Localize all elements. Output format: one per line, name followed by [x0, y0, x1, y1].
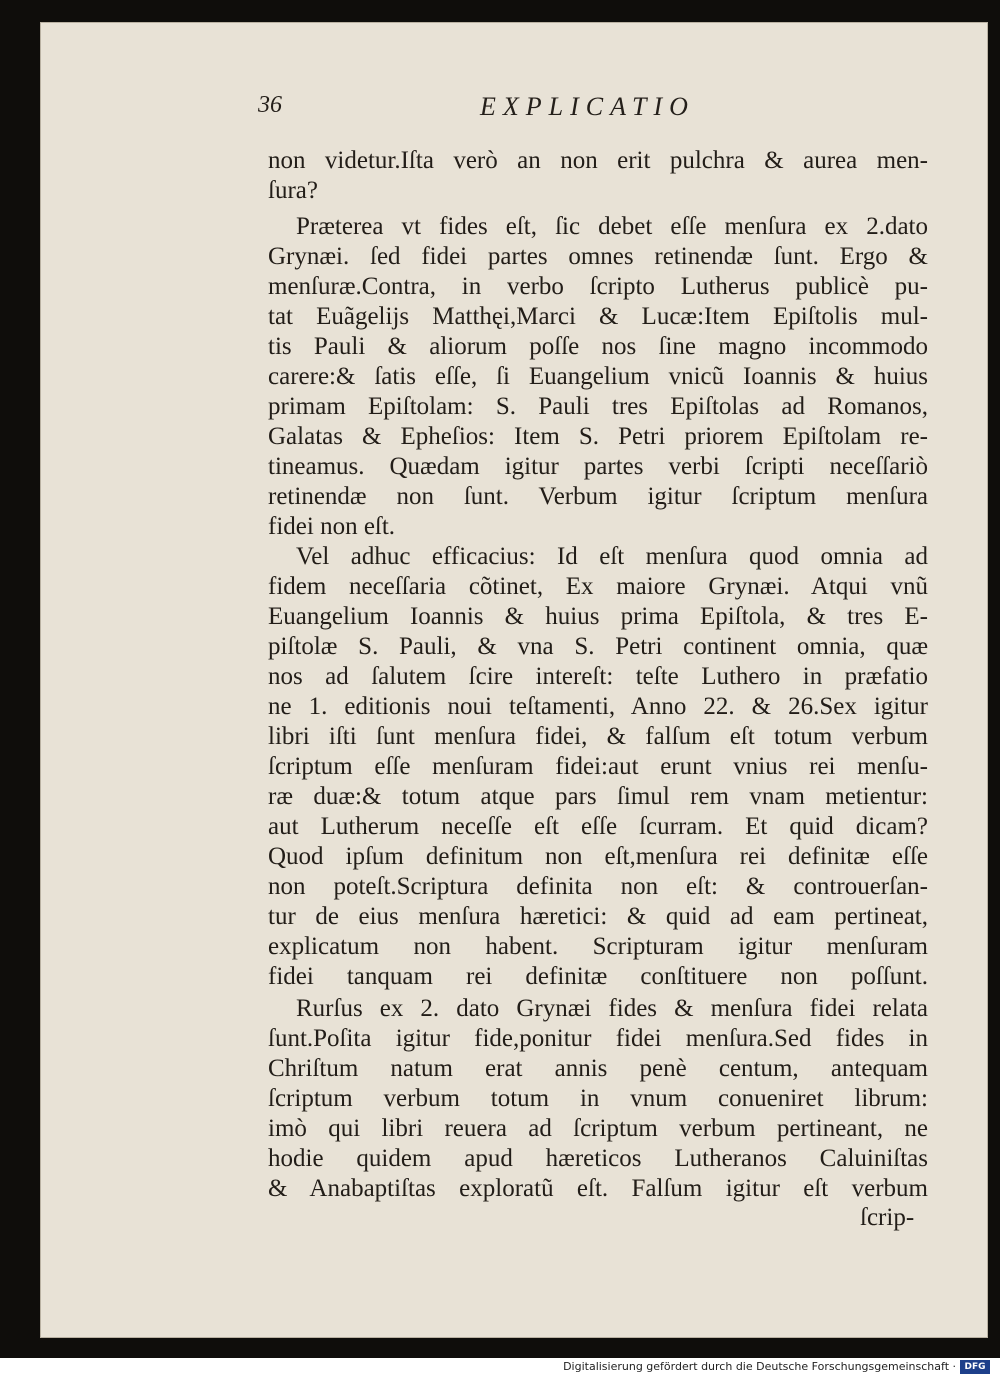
running-head: EXPLICATIO — [480, 92, 695, 121]
text-line: ſcriptum eſſe menſuram fidei:aut erunt vnius rei menſu- — [268, 753, 928, 780]
text-line: Grynæi. ſed fidei partes omnes retinendæ ſunt. Ergo & — [268, 243, 928, 270]
text-line: libri iſti ſunt menſura fidei, & falſum eſt totum verbum — [268, 723, 928, 750]
text-line: Præterea vt fides eſt, ſic debet eſſe menſura ex 2.dato — [296, 213, 928, 240]
text-line: tat Euãgelijs Matthęi,Marci & Lucæ:Item Epiſtolis mul- — [268, 303, 928, 330]
text-line: Chriſtum natum erat annis penè centum, antequam — [268, 1055, 928, 1082]
text-line: piſtolæ S. Pauli, & vna S. Petri continent omnia, quæ — [268, 633, 928, 660]
text-line: ſcriptum verbum totum in vnum conueniret librum: — [268, 1085, 928, 1112]
text-line: Rurſus ex 2. dato Grynæi fides & menſura fidei relata — [296, 995, 928, 1022]
text-line: fidem neceſſaria cõtinet, Ex maiore Grynæi. Atqui vnũ — [268, 573, 928, 600]
text-line: fidei tanquam rei definitæ conſtituere non poſſunt. — [268, 963, 928, 990]
text-line: fidei non eſt. — [268, 513, 396, 540]
text-line: aut Lutherum neceſſe eſt eſſe ſcurram. Et quid dicam? — [268, 813, 928, 840]
footer-bar — [0, 1358, 1000, 1378]
catchword: ſcrip- — [860, 1204, 915, 1231]
text-line: retinendæ non ſunt. Verbum igitur ſcriptum menſura — [268, 483, 928, 510]
funding-credit: Digitalisierung gefördert durch die Deutsche Forschungsgemeinschaft · — [563, 1360, 956, 1373]
text-line: ræ duæ:& totum atque pars ſimul rem vnam metientur: — [268, 783, 928, 810]
dfg-logo-icon: DFG — [960, 1360, 990, 1374]
text-line: menſuræ.Contra, in verbo ſcripto Lutherus publicè pu- — [268, 273, 928, 300]
text-line: Euangelium Ioannis & huius prima Epiſtola, & tres E- — [268, 603, 928, 630]
text-line: Galatas & Epheſios: Item S. Petri priorem Epiſtolam re- — [268, 423, 928, 450]
text-line: & Anabaptiſtas exploratũ eſt. Falſum igitur eſt verbum — [268, 1175, 928, 1202]
text-line: hodie quidem apud hæreticos Lutheranos Caluiniſtas — [268, 1145, 928, 1172]
text-line: Quod ipſum definitum non eſt,menſura rei definitæ eſſe — [268, 843, 928, 870]
text-line: nos ad ſalutem ſcire intereſt: teſte Luthero in præfatio — [268, 663, 928, 690]
text-line: non videtur.Iſta verò an non erit pulchra & aurea men- — [268, 147, 928, 174]
text-line: tur de eius menſura hæretici: & quid ad eam pertineat, — [268, 903, 928, 930]
text-line: ne 1. editionis noui teſtamenti, Anno 22. & 26.Sex igitur — [268, 693, 928, 720]
text-line: ſura? — [268, 177, 318, 204]
book-page — [40, 22, 988, 1338]
page-number: 36 — [258, 92, 282, 118]
text-line: explicatum non habent. Scripturam igitur menſuram — [268, 933, 928, 960]
text-line: tis Pauli & aliorum poſſe nos ſine magno incommodo — [268, 333, 928, 360]
text-line: primam Epiſtolam: S. Pauli tres Epiſtolas ad Romanos, — [268, 393, 928, 420]
text-line: tineamus. Quædam igitur partes verbi ſcripti neceſſariò — [268, 453, 928, 480]
page-content — [40, 22, 988, 1338]
text-line: Vel adhuc efficacius: Id eſt menſura quod omnia ad — [296, 543, 928, 570]
text-line: carere:& ſatis eſſe, ſi Euangelium vnicũ Ioannis & huius — [268, 363, 928, 390]
text-line: ſunt.Poſita igitur fide,ponitur fidei menſura.Sed fides in — [268, 1025, 928, 1052]
text-line: imò qui libri reuera ad ſcriptum verbum pertineant, ne — [268, 1115, 928, 1142]
text-line: non poteſt.Scriptura definita non eſt: & controuerſan- — [268, 873, 928, 900]
